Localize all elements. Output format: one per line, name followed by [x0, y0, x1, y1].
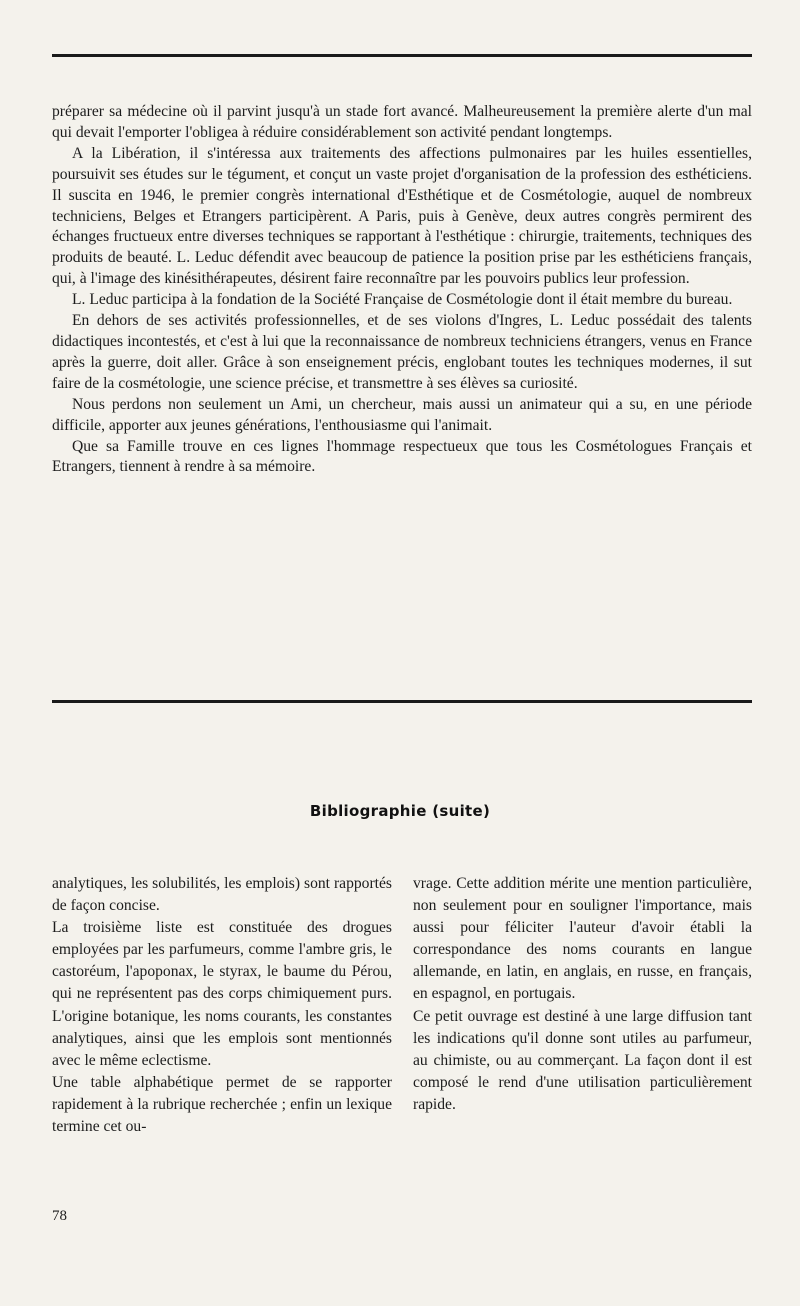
obituary-text	[52, 102, 752, 478]
left-paragraph-2: La troisième liste est constituée des drogues employées par les parfumeurs, comme l'ambre gris, le castoréum, l'apoponax, le styrax, le baume du Pérou, qui ne représentent pas des corps chimiquement purs. L'origine botanique, les noms courants, les constantes analytiques, ainsi que les emplois sont mentionnés avec le même eclectisme.	[52, 919, 392, 1069]
left-paragraph-1: analytiques, les solubilités, les emplois) sont rapportés de façon concise.	[52, 875, 392, 915]
section-title: Bibliographie (suite)	[309, 802, 491, 820]
obituary-paragraph-4: En dehors de ses activités professionnelles, et de ses violons d'Ingres, L. Leduc possédait des talents didactiques incontestés, et c'est à lui que la reconnaissance de nombreux techniciens étrangers, venus en France après la guerre, doit aller. Grâce à son enseignement précis, englobant toutes les techniques modernes, il sut faire de la cosmétologie, une science précise, et transmettre à ses élèves sa curiosité.	[52, 312, 752, 392]
left-paragraph-3: Une table alphabétique permet de se rapporter rapidement à la rubrique recherchée ; enfin un lexique termine cet ou-	[52, 1073, 392, 1136]
obituary-paragraph-3: L. Leduc participa à la fondation de la Société Française de Cosmétologie dont il était membre du bureau.	[72, 291, 733, 309]
obituary-paragraph-5: Nous perdons non seulement un Ami, un chercheur, mais aussi un animateur qui a su, en une période difficile, apporter aux jeunes générations, l'enthousiasme qui l'animait.	[52, 395, 752, 434]
obituary-paragraph-2: A la Libération, il s'intéressa aux traitements des affections pulmonaires par les huiles essentielles, poursuivit ses études sur le tégument, et conçut un vaste projet d'organisation de la profession des esthéticiens. Il suscita en 1946, le premier congrès international d'Esthétique et de Cosmétologie, auquel de nombreux techniciens, Belges et Etrangers participèrent. A Paris, puis à Genève, deux autres congrès permirent des échanges fructueux entre diverses techniques se rapportant à l'esthétique : chirurgie, traitements, techniques des produits de beauté. L. Leduc défendit avec beaucoup de patience la position prise par les esthéticiens français, qui, à l'image des kinésithérapeutes, désirent faire reconnaître par les pouvoirs publics leur profession.	[52, 144, 752, 288]
page-number: 78	[52, 1208, 67, 1224]
bibliography-left-column	[52, 873, 392, 1138]
top-rule	[52, 54, 752, 57]
obituary-paragraph-6: Que sa Famille trouve en ces lignes l'hommage respectueux que tous les Cosmétologues Français et Etrangers, tiennent à rendre à sa mémoire.	[52, 437, 752, 476]
section-rule	[52, 700, 752, 703]
right-paragraph-2: Ce petit ouvrage est destiné à une large diffusion tant les indications qu'il donne sont utiles au parfumeur, au chimiste, ou au commerçant. La façon dont il est composé le rend d'une utilisation particulièrement rapide.	[413, 1007, 752, 1113]
obituary-paragraph-1: préparer sa médecine où il parvint jusqu'à un stade fort avancé. Malheureusement la première alerte d'un mal qui devait l'emporter l'obligea à réduire considérablement son activité pendant longtemps.	[52, 103, 752, 141]
bibliography-right-column	[413, 873, 752, 1116]
right-paragraph-1: vrage. Cette addition mérite une mention particulière, non seulement pour en souligner l'importance, mais aussi pour féliciter l'auteur d'avoir établi la correspondance des noms courants en langue allemande, en latin, en anglais, en russe, en français, en espagnol, en portugais.	[413, 875, 752, 1003]
